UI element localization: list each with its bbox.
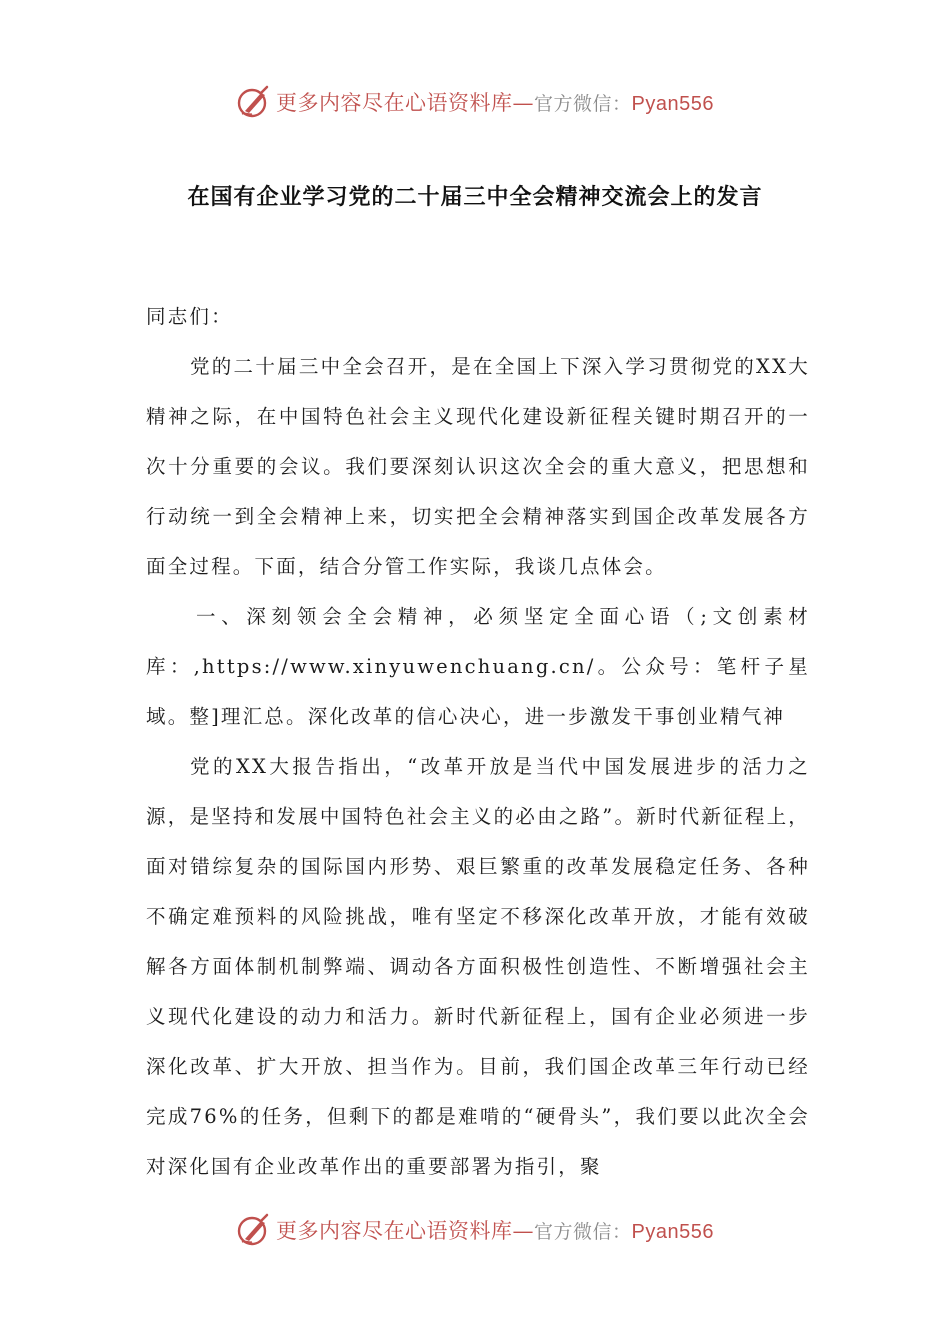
footer-banner xyxy=(0,1208,950,1252)
banner-dash: — xyxy=(512,91,534,115)
banner-dash: — xyxy=(512,1219,534,1243)
banner-text xyxy=(276,87,714,117)
banner-main-text: 更多内容尽在心语资料库 xyxy=(276,91,513,115)
document-body xyxy=(146,292,810,1192)
banner-wechat-label: 官方微信： xyxy=(534,1221,632,1243)
section-heading-1: 一、深刻领会全会精神，必须坚定全面心语（;文创素材库：,https://www.xinyuwenchuang.cn/。公众号：笔杆子星域。整]理汇总。深化改革的信心决心，进一步激发干事创业精气神 xyxy=(146,605,810,728)
paragraph-1: 党的二十届三中全会召开，是在全国上下深入学习贯彻党的XX大精神之际，在中国特色社会主义现代化建设新征程关键时期召开的一次十分重要的会议。我们要深刻认识这次全会的重大意义，把思想和行动统一到全会精神上来，切实把全会精神落实到国企改革发展各方面全过程。下面，结合分管工作实际，我谈几点体会。 xyxy=(146,355,810,578)
banner-wechat-id: Pyan556 xyxy=(631,93,714,115)
banner-wechat-id: Pyan556 xyxy=(631,1221,714,1243)
pen-logo-icon xyxy=(236,1212,272,1248)
banner-text xyxy=(276,1215,714,1245)
document-title: 在国有企业学习党的二十届三中全会精神交流会上的发言 xyxy=(187,185,763,210)
paragraph-2: 党的XX大报告指出，“改革开放是当代中国发展进步的活力之源，是坚持和发展中国特色社会主义的必由之路”。新时代新征程上，面对错综复杂的国际国内形势、艰巨繁重的改革发展稳定任务、各种不确定难预料的风险挑战，唯有坚定不移深化改革开放，才能有效破解各方面体制机制弊端、调动各方面积极性创造性、不断增强社会主义现代化建设的动力和活力。新时代新征程上，国有企业必须进一步深化改革、扩大开放、担当作为。目前，我们国企改革三年行动已经完成76%的任务，但剩下的都是难啃的“硬骨头”，我们要以此次全会对深化国有企业改革作出的重要部署为指引，聚 xyxy=(146,755,810,1178)
header-banner xyxy=(0,80,950,124)
banner-main-text: 更多内容尽在心语资料库 xyxy=(276,1219,513,1243)
banner-wechat-label: 官方微信： xyxy=(534,93,632,115)
pen-logo-icon xyxy=(236,84,272,120)
salutation: 同志们： xyxy=(146,305,233,328)
